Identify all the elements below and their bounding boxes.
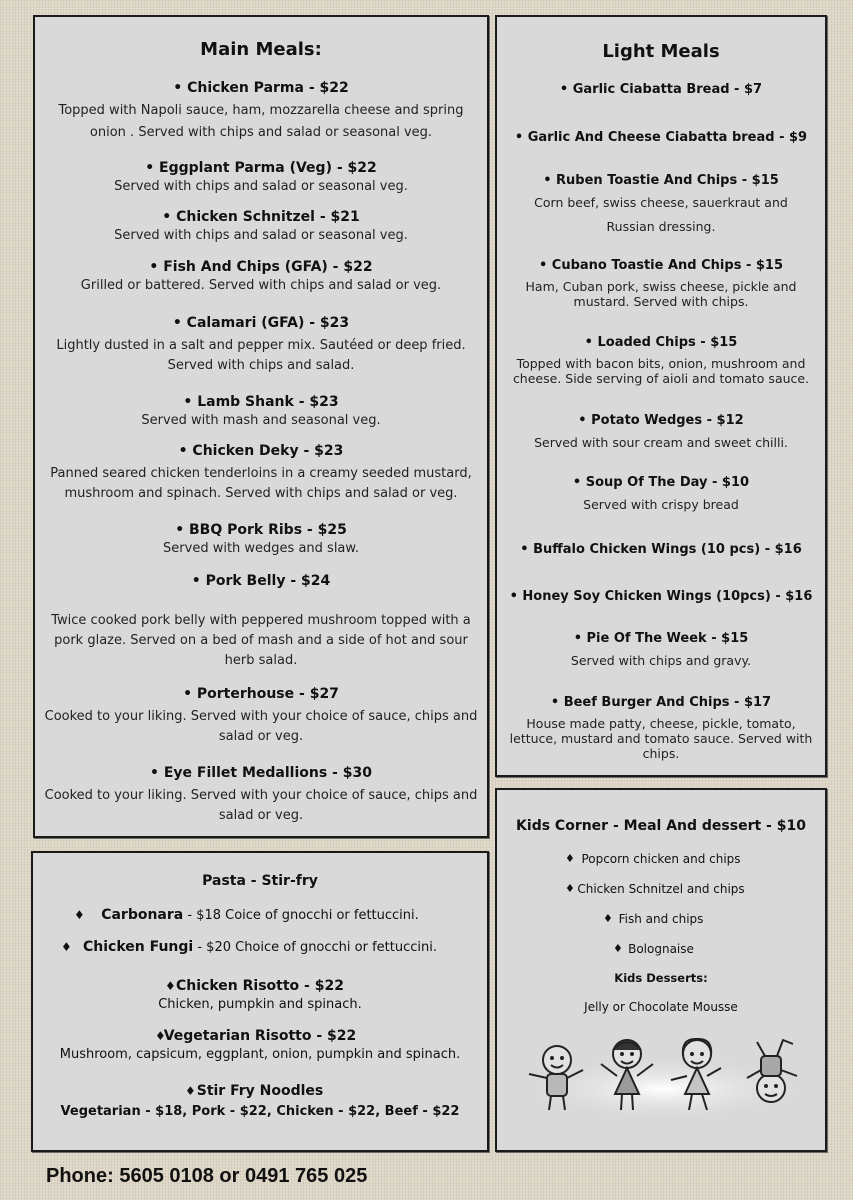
menu-item-desc: salad or veg. [218,729,304,744]
menu-item-desc: Cooked to your liking. Served with your choice of sauce, chips and [44,709,478,724]
diamond-bullet-icon: ♦ [61,940,72,954]
menu-item [43,159,479,197]
menu-item [505,588,817,606]
menu-item-title: • Honey Soy Chicken Wings (10pcs) - $16 [509,589,813,604]
menu-item-title: • Pie Of The Week - $15 [573,631,749,646]
menu-item [43,208,479,246]
menu-item-desc: Served with crispy bread [583,497,739,512]
menu-item-desc: - $20 Choice of gnocchi or fettuccini. [193,940,437,955]
menu-item [43,442,479,504]
menu-item-desc: Panned seared chicken tenderloins in a creamy seeded mustard, [50,466,472,481]
menu-item-desc: Grilled or battered. Served with chips and salad or veg. [80,278,442,293]
diamond-bullet-icon: ♦ [185,1084,196,1098]
menu-item-desc: Served with chips and salad or seasonal veg. [114,228,408,243]
menu-item-title: • Loaded Chips - $15 [584,335,738,350]
menu-item-title: • Eye Fillet Medallions - $30 [150,765,372,781]
list-item-label: Chicken Schnitzel and chips [577,882,745,896]
menu-item-desc: Twice cooked pork belly with peppered mushroom topped with a [51,613,471,628]
pasta-heading: Pasta - Stir-fry [202,873,318,889]
phone-number: Phone: 5605 0108 or 0491 765 025 [46,1165,368,1187]
menu-item [505,694,817,761]
menu-item [43,572,479,590]
menu-item-desc: Ham, Cuban pork, swiss cheese, pickle and [525,279,797,294]
menu-item [505,172,817,236]
menu-item-desc: Served with chips and salad. [167,358,355,373]
menu-item [43,393,479,431]
menu-item-desc: Corn beef, swiss cheese, sauerkraut and [534,195,788,210]
list-item-label: Bolognaise [628,942,694,956]
main-meals-panel [33,15,489,838]
menu-item [505,541,817,559]
kids-desserts-heading: Kids Desserts: [614,971,708,985]
menu-item-desc: cheese. Side serving of aioli and tomato sauce. [512,371,810,386]
menu-item-desc: Served with chips and gravy. [570,653,752,668]
menu-item-title: • Buffalo Chicken Wings (10 pcs) - $16 [520,542,802,557]
menu-item [43,314,479,376]
menu-item-desc: Chicken, pumpkin and spinach. [158,997,362,1012]
light-meals-panel [495,15,827,777]
menu-item-title: • Porterhouse - $27 [183,686,339,702]
list-item [497,941,825,957]
menu-item-title: • Soup Of The Day - $10 [572,475,750,490]
menu-item [505,81,817,99]
menu-item-desc: House made patty, cheese, pickle, tomato, [526,716,796,731]
menu-item-desc: Russian dressing. [606,219,716,234]
pasta-panel [31,851,489,1152]
menu-item-desc: - $18 Coice of gnocchi or fettuccini. [183,908,419,923]
light-meals-heading: Light Meals [602,41,720,62]
diamond-bullet-icon: ♦ [74,908,85,922]
menu-item-title: • BBQ Pork Ribs - $25 [175,522,347,538]
diamond-bullet-icon: ♦ [603,912,613,925]
menu-item-title: • Calamari (GFA) - $23 [172,315,350,331]
menu-item-desc: herb salad. [224,653,298,668]
kids-heading: Kids Corner - Meal And dessert - $10 [516,818,806,834]
menu-item-title: • Chicken Deky - $23 [178,443,344,459]
menu-item-description-block [43,611,479,671]
menu-item-title: • Beef Burger And Chips - $17 [550,695,772,710]
menu-item-title: Stir Fry Noodles [196,1083,324,1099]
menu-item [505,630,817,670]
menu-item-desc: pork glaze. Served on a bed of mash and a side of hot and sour [54,633,468,648]
menu-item-title: Carbonara [101,907,184,923]
list-item [497,911,825,927]
menu-item-desc: mustard. Served with chips. [573,294,749,309]
menu-item-desc: onion . Served with chips and salad or seasonal veg. [89,125,433,140]
menu-item [43,521,479,559]
menu-item-title: • Potato Wedges - $12 [578,413,744,428]
menu-item-title: Chicken Risotto [176,978,300,994]
menu-item-price: - $22 [311,1028,357,1044]
menu-item [33,906,487,925]
menu-item-title: • Ruben Toastie And Chips - $15 [543,173,779,188]
diamond-bullet-icon: ♦ [155,1029,166,1043]
menu-item [505,129,817,147]
menu-item-title: • Chicken Parma - $22 [173,80,349,96]
menu-item [43,79,479,143]
menu-item [43,258,479,296]
menu-item-title: • Cubano Toastie And Chips - $15 [538,258,784,273]
menu-item-desc: lettuce, mustard and tomato sauce. Served with [509,731,813,746]
menu-item-desc: Served with chips and salad or seasonal veg. [114,179,408,194]
menu-item-title: • Lamb Shank - $23 [183,394,339,410]
menu-item-title: Chicken Fungi [82,939,194,955]
diamond-bullet-icon: ♦ [613,942,623,955]
children-illustration-icon [521,1034,807,1116]
menu-item-title: • Chicken Schnitzel - $21 [162,209,360,225]
kids-corner-panel [495,788,827,1152]
kids-desserts-text: Jelly or Chocolate Mousse [584,1000,738,1014]
menu-item-title: Vegetarian Risotto [163,1028,312,1044]
diamond-bullet-icon: ♦ [565,882,575,895]
menu-item-desc: Topped with Napoli sauce, ham, mozzarella cheese and spring [58,103,464,118]
menu-item-desc: Vegetarian - $18, Pork - $22, Chicken - $22, Beef - $22 [60,1104,460,1119]
menu-item-desc: salad or veg. [218,808,304,823]
menu-item-desc: Mushroom, capsicum, eggplant, onion, pumpkin and spinach. [59,1047,461,1062]
menu-item [33,938,487,957]
menu-item [33,1027,487,1064]
list-item [497,851,825,867]
diamond-bullet-icon: ♦ [565,852,575,865]
menu-item [33,977,487,1014]
menu-item-title: • Pork Belly - $24 [191,573,331,589]
menu-item-desc: Cooked to your liking. Served with your choice of sauce, chips and [44,788,478,803]
menu-item-desc: Lightly dusted in a salt and pepper mix. Sautéed or deep fried. [56,338,466,353]
menu-item [505,412,817,452]
menu-item-desc: Served with sour cream and sweet chilli. [534,435,788,450]
list-item-label: Fish and chips [618,912,704,926]
menu-item-desc: chips. [642,746,680,761]
menu-item [33,1082,487,1121]
menu-item [505,257,817,309]
menu-item [43,685,479,747]
diamond-bullet-icon: ♦ [165,979,176,993]
menu-item [505,474,817,514]
menu-item-title: • Garlic Ciabatta Bread - $7 [559,82,763,97]
list-item [497,881,825,897]
menu-item-title: • Garlic And Cheese Ciabatta bread - $9 [514,130,808,145]
menu-item-price: - $22 [299,978,344,994]
menu-item-title: • Fish And Chips (GFA) - $22 [149,259,373,275]
menu-item-desc: Served with wedges and slaw. [163,541,359,556]
menu-item [505,334,817,386]
main-meals-heading: Main Meals: [200,39,322,60]
menu-item-desc: Topped with bacon bits, onion, mushroom and [516,356,806,371]
list-item-label: Popcorn chicken and chips [581,852,741,866]
menu-item-title: • Eggplant Parma (Veg) - $22 [145,160,377,176]
menu-item-desc: mushroom and spinach. Served with chips and salad or veg. [64,486,458,501]
menu-item-desc: Served with mash and seasonal veg. [141,413,381,428]
menu-item [43,764,479,826]
